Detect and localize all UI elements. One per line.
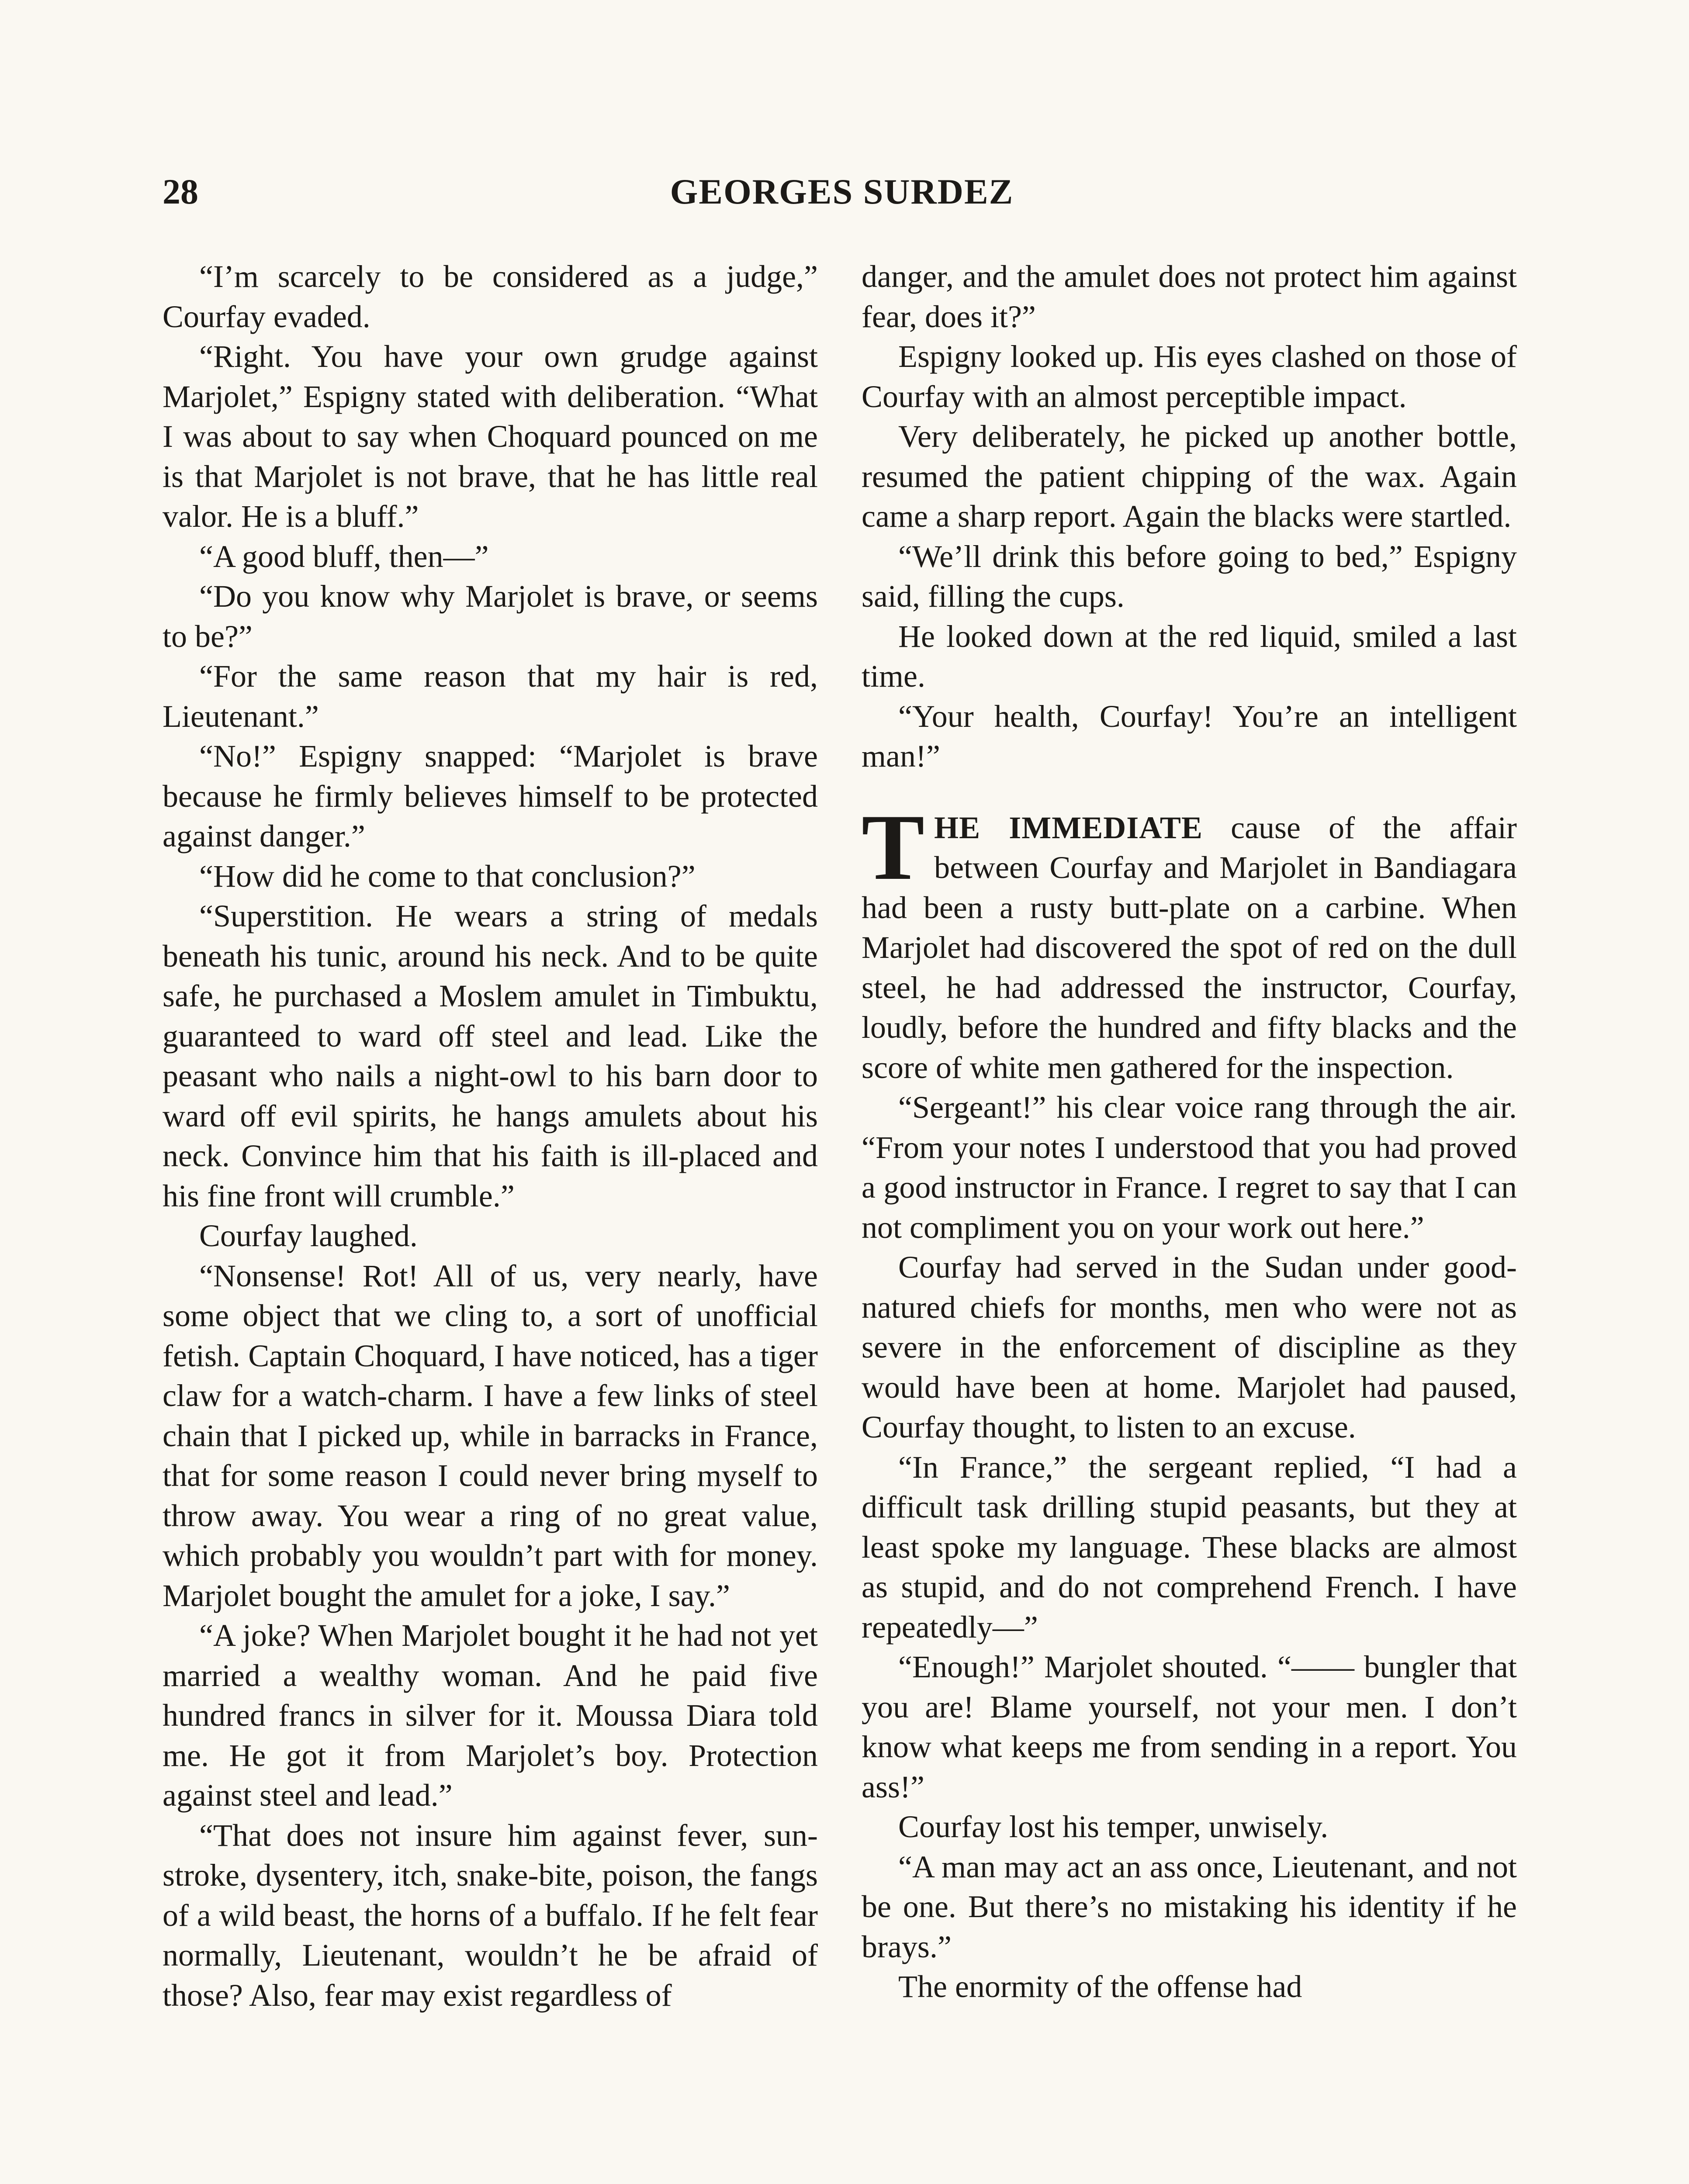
- page-number: 28: [163, 172, 198, 211]
- paragraph: “For the same reason that my hair is red, Lieutenant.”: [163, 659, 818, 734]
- section-lead-in: HE IMMEDIATE: [934, 810, 1203, 845]
- paragraph: “Superstition. He wears a string of medals beneath his tunic, around his neck. And to be quite safe, he purchased a Moslem amulet in Timbuktu, guaranteed to ward off steel and lead. Like the peasant who nails a night-owl to his barn door to ward off evil spirits, he hangs amulets about his neck. Convince him that his faith is ill-placed and his fine front will crumble.”: [163, 898, 818, 1213]
- drop-cap: T: [862, 795, 925, 899]
- paragraph: “A good bluff, then—”: [199, 539, 489, 574]
- paragraph: “Do you know why Marjolet is brave, or seems to be?”: [163, 579, 818, 654]
- paragraph: “I’m scarcely to be considered as a judge,” Courfay evaded.: [163, 259, 818, 334]
- page-header: [163, 168, 1521, 216]
- paragraph: “A joke? When Marjolet bought it he had not yet married a wealthy woman. And he paid five hundred francs in silver for it. Moussa Diara told me. He got it from Marjolet’s boy. Protection against steel and lead.”: [163, 1618, 818, 1813]
- paragraph: Courfay had served in the Sudan under good-natured chiefs for months, men who were not as severe in the enforcement of discipline as they would have been at home. Marjolet had paused, Courfay thought, to listen to an excuse.: [862, 1250, 1517, 1444]
- paragraph: Courfay lost his temper, unwisely.: [898, 1809, 1329, 1844]
- paragraph: “Nonsense! Rot! All of us, very nearly, have some object that we cling to, a sort of unofficial fetish. Captain Choquard, I have noticed, has a tiger claw for a watch-charm. I have a few links of steel chain that I picked up, while in barracks in France, that for some reason I could never bring myself to throw away. You wear a ring of no great value, which probably you wouldn’t part with for money. Marjolet bought the amulet for a joke, I say.”: [163, 1258, 818, 1613]
- paragraph: He looked down at the red liquid, smiled a last time.: [862, 619, 1517, 694]
- paragraph: “That does not insure him against fever, sun-stroke, dysentery, itch, snake-bite, poison, the fangs of a wild beast, the horns of a buffalo. If he felt fear normally, Lieutenant, wouldn’t he be afraid of those? Also, fear may exist regardless of: [163, 1818, 818, 2013]
- paragraph: Courfay laughed.: [199, 1218, 418, 1253]
- paragraph: “Your health, Courfay! You’re an intelligent man!”: [862, 698, 1517, 774]
- paragraph: “A man may act an ass once, Lieutenant, and not be one. But there’s no mistaking his identity if he brays.”: [862, 1849, 1517, 1964]
- paragraph: “No!” Espigny snapped: “Marjolet is brave because he firmly believes himself to be protected against danger.”: [163, 739, 818, 854]
- running-head: GEORGES SURDEZ: [670, 172, 1014, 211]
- right-column: [862, 257, 1517, 2007]
- continued-paragraph: danger, and the amulet does not protect him against fear, does it?”: [862, 259, 1517, 334]
- paragraph: “Enough!” Marjolet shouted. “—— bungler that you are! Blame yourself, not your men. I don’t know what keeps me from sending in a report. You ass!”: [862, 1649, 1517, 1804]
- paragraph: Very deliberately, he picked up another bottle, resumed the patient chipping of the wax. Again came a sharp report. Again the blacks were startled.: [862, 419, 1517, 534]
- left-column: [163, 257, 818, 2015]
- paragraph: Espigny looked up. His eyes clashed on those of Courfay with an almost perceptible impact.: [862, 339, 1517, 414]
- paragraph: “How did he come to that conclusion?”: [199, 858, 696, 894]
- paragraph: The enormity of the offense had: [898, 1969, 1302, 2004]
- paragraph: “We’ll drink this before going to bed,” Espigny said, filling the cups.: [862, 539, 1517, 614]
- section-text: cause of the affair between Courfay and Marjolet in Bandiagara had been a rusty butt-plate on a carbine. When Marjolet had discovered the spot of red on the dull steel, he had addressed the instructor, Courfay, loudly, before the hundred and fifty blacks and the score of white men gathered for the inspection.: [862, 810, 1517, 1085]
- paragraph: “Right. You have your own grudge against Marjolet,” Espigny stated with deliberation. “What I was about to say when Choquard pounced on me is that Marjolet is not brave, that he has little real valor. He is a bluff.”: [163, 339, 818, 534]
- paragraph: “In France,” the sergeant replied, “I had a difficult task drilling stupid peasants, but they at least spoke my language. These blacks are almost as stupid, and do not comprehend French. I have repeatedly—”: [862, 1449, 1517, 1645]
- paragraph: “Sergeant!” his clear voice rang through the air. “From your notes I understood that you had proved a good instructor in France. I regret to say that I can not compliment you on your work out here.”: [862, 1090, 1517, 1245]
- section-opening-paragraph: [862, 795, 1517, 1088]
